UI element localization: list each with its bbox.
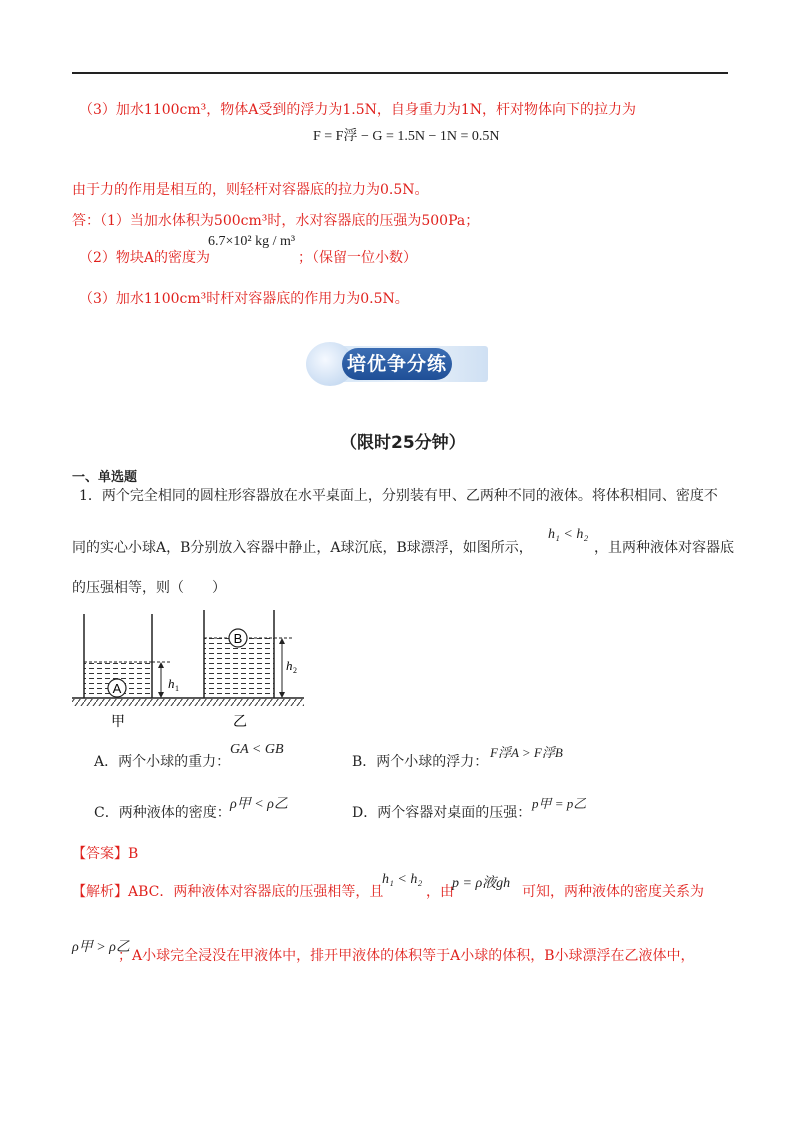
analysis-line2: ；A小球完全浸没在甲液体中，排开甲液体的体积等于A小球的体积，B小球漂浮在乙液体中， — [118, 948, 695, 964]
h1-sub: 1 — [175, 684, 179, 693]
h2-sub: 2 — [293, 666, 297, 675]
container-jia — [84, 614, 179, 698]
answer-summary-2-suffix: ；（保留一位小数） — [298, 250, 417, 266]
section-banner — [306, 340, 496, 388]
answer-label: 【答案】B — [72, 846, 139, 862]
option-c-math: ρ甲 < ρ乙 — [230, 797, 288, 812]
option-d-text: D．两个容器对桌面的压强： — [352, 805, 532, 821]
analysis-line1b: ，由 — [426, 884, 454, 900]
answer-summary-3: （3）加水1100cm³时杆对容器底的作用力为0.5N。 — [79, 291, 409, 307]
question1-stem-line2a: 同的实心小球A，B分别放入容器中静止，A球沉底，B球漂浮，如图所示， — [72, 540, 533, 556]
answer-summary-1: 答：（1）当加水体积为500cm³时，水对容器底的压强为500Pa； — [72, 213, 480, 229]
option-a-math: GA < GB — [230, 742, 284, 757]
containers-figure — [72, 606, 312, 734]
banner-label: 培优争分练 — [342, 348, 452, 380]
option-c-text: C．两种液体的密度： — [94, 805, 231, 821]
option-b-text: B．两个小球的浮力： — [352, 754, 489, 770]
analysis-line1a: 【解析】ABC．两种液体对容器底的压强相等，且 — [72, 884, 384, 900]
question1-h-relation: h₁ < h₂ — [548, 527, 589, 542]
analysis-math2: p = ρ液gh — [452, 876, 511, 891]
density-value: 6.7×10² kg / m³ — [208, 234, 296, 249]
ball-a-label: A — [112, 681, 122, 696]
solution-part3-line2: 由于力的作用是相互的，则轻杆对容器底的拉力为0.5N。 — [72, 182, 429, 198]
time-limit-title: （限时25分钟） — [340, 433, 466, 453]
question1-stem-line2b: ，且两种液体对容器底 — [594, 540, 734, 556]
table-hatch — [72, 699, 304, 706]
ball-b-label: B — [233, 631, 243, 646]
container-yi — [204, 610, 297, 698]
option-a-text: A．两个小球的重力： — [94, 754, 231, 770]
section-heading: 一、单选题 — [72, 470, 138, 485]
analysis-line1c: 可知，两种液体的密度关系为 — [522, 884, 704, 900]
question1-stem-line3: 的压强相等，则（ ） — [72, 580, 226, 596]
answer-summary-2-prefix: （2）物块A的密度为 — [79, 250, 211, 266]
label-jia: 甲 — [111, 714, 125, 730]
h2-label: h — [286, 658, 293, 673]
option-b-math: F浮A > F浮B — [490, 745, 563, 760]
solution-equation: F = F浮 − G = 1.5N − 1N = 0.5N — [313, 129, 500, 144]
question1-stem-line1: 1．两个完全相同的圆柱形容器放在水平桌面上，分别装有甲、乙两种不同的液体。将体积相同、密度不 — [79, 488, 718, 504]
h1-label: h — [168, 676, 175, 691]
analysis-math1: h₁ < h₂ — [382, 872, 423, 887]
label-yi: 乙 — [233, 714, 247, 730]
analysis-math3: ρ甲 > ρ乙 — [72, 940, 130, 955]
option-d-math: p甲 = p乙 — [532, 796, 587, 811]
header-rule — [72, 72, 728, 74]
solution-part3-line1: （3）加水1100cm³，物体A受到的浮力为1.5N，自身重力为1N，杆对物体向下的拉力为 — [79, 102, 637, 118]
